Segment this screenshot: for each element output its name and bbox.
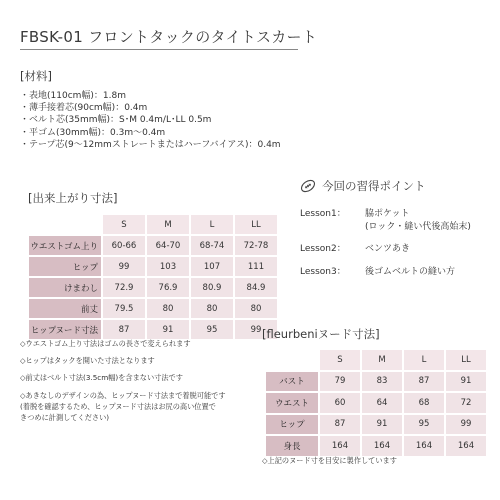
table-cell: 68-74 [191,236,233,255]
table-cell: 84.9 [235,278,277,297]
table-cell: 79.5 [103,299,145,318]
materials-item: ・テープ芯(9～12mmストレートまたはハーフバイアス)：0.4m [20,139,281,150]
table-cell: 164 [362,436,402,456]
table-cell: 72 [446,393,486,413]
table-cell: 91 [446,372,486,392]
table-cell: 164 [320,436,360,456]
lesson-label: Lesson1： [300,209,346,219]
notes-list [20,338,226,423]
table-row [29,320,277,339]
size-header: L [404,350,444,370]
table-cell: 103 [147,257,189,276]
table-cell: 87 [404,372,444,392]
note-item: ◇あきなしのデザインの為、ヒップヌード寸法まで着脱可能です [20,390,226,400]
size-header: LL [235,215,277,234]
rugby-ball-icon [300,178,316,194]
lesson-text: 脇ポケット [365,209,410,219]
note-item: ◇ウエストゴム上り寸法はゴムの長さで変えられます [20,339,191,348]
table-cell: 99 [446,415,486,435]
materials-list [20,90,281,151]
lesson-item [300,243,471,256]
table-cell: 60-66 [103,236,145,255]
table-row [266,393,486,413]
materials-item: ・平ゴム(30mm幅)：0.3m～0.4m [20,127,166,138]
table-cell: 80 [235,299,277,318]
table-cell: 64 [362,393,402,413]
table-cell: 80 [191,299,233,318]
table-row [29,257,277,276]
table-cell: 87 [320,415,360,435]
table-cell: 164 [446,436,486,456]
note-item: (着脱を確認するため、ヒップヌード寸法はお尻の高い位置で [20,401,216,411]
table-cell: 60 [320,393,360,413]
nude-size-note: ◇上記のヌード寸を目安に製作しています [262,456,397,465]
table-cell: 64-70 [147,236,189,255]
table-cell: 72.9 [103,278,145,297]
table-cell: 99 [103,257,145,276]
finished-size-table [27,213,279,341]
row-label: ヒップヌード寸法 [29,320,101,339]
table-cell: 79 [320,372,360,392]
materials-item: ・薄手接着芯(90cm幅)：0.4m [20,103,148,114]
size-header: LL [446,350,486,370]
size-header: L [191,215,233,234]
table-cell: 107 [191,257,233,276]
table-cell: 95 [404,415,444,435]
lesson-label: Lesson2： [300,244,346,254]
size-header: M [147,215,189,234]
lesson-item [300,208,471,233]
row-label: 身長 [266,436,318,456]
table-row [29,278,277,297]
lesson-label: Lesson3： [300,266,346,277]
table-cell: 68 [404,393,444,413]
finished-size-heading: [出来上がり寸法] [28,191,118,205]
table-corner [266,350,318,370]
table-cell: 91 [147,320,189,339]
table-row [29,299,277,318]
lesson-item [300,266,471,279]
table-corner [29,215,101,234]
row-label: ヒップ [29,257,101,276]
note-item: きつめに計測してください) [20,413,110,423]
table-cell: 83 [362,372,402,392]
table-cell: 164 [404,436,444,456]
row-label: 前丈 [29,299,101,318]
table-row [266,415,486,435]
page-title: FBSK-01 フロントタックのタイトスカート [20,28,318,46]
size-header: M [362,350,402,370]
table-row [266,436,486,456]
row-label: ウエスト [266,393,318,413]
title-divider [20,49,298,50]
note-item: ◇ヒップはタックを開いた寸法となります [20,356,155,366]
note-item: ◇前丈はベルト寸法(3.5cm幅)を含まない寸法です [20,373,183,383]
table-header-row [266,350,486,370]
table-cell: 72-78 [235,236,277,255]
table-cell: 91 [362,415,402,435]
lesson-text: ベンツあき [365,244,411,254]
table-cell: 80.9 [191,278,233,297]
row-label: ウエストゴム上り [29,236,101,255]
row-label: けまわし [29,278,101,297]
table-cell: 80 [147,299,189,318]
nude-size-table [264,348,488,458]
table-cell: 87 [103,320,145,339]
table-row [29,236,277,255]
table-cell: 111 [235,257,277,276]
learning-points-heading [300,178,426,194]
lesson-text: (ロック・縫い代後高始末) [365,221,471,232]
table-cell: 99 [235,320,277,339]
table-header-row [29,215,277,234]
table-row [266,372,486,392]
nude-size-heading: [fleurbeniヌード寸法] [262,327,380,341]
lesson-text: 後ゴムベルトの縫い方 [365,266,456,277]
materials-item: ・表地(110cm幅)：1.8m [20,91,126,101]
table-cell: 95 [191,320,233,339]
materials-heading: [材料] [20,69,52,83]
learning-points-title: 今回の習得ポイント [322,179,426,193]
materials-item: ・ベルト芯(35mm幅)：S･M 0.4m/L･LL 0.5m [20,115,212,126]
size-header: S [103,215,145,234]
row-label: ヒップ [266,415,318,435]
lesson-list [300,208,471,288]
table-cell: 76.9 [147,278,189,297]
size-header: S [320,350,360,370]
row-label: バスト [266,372,318,392]
